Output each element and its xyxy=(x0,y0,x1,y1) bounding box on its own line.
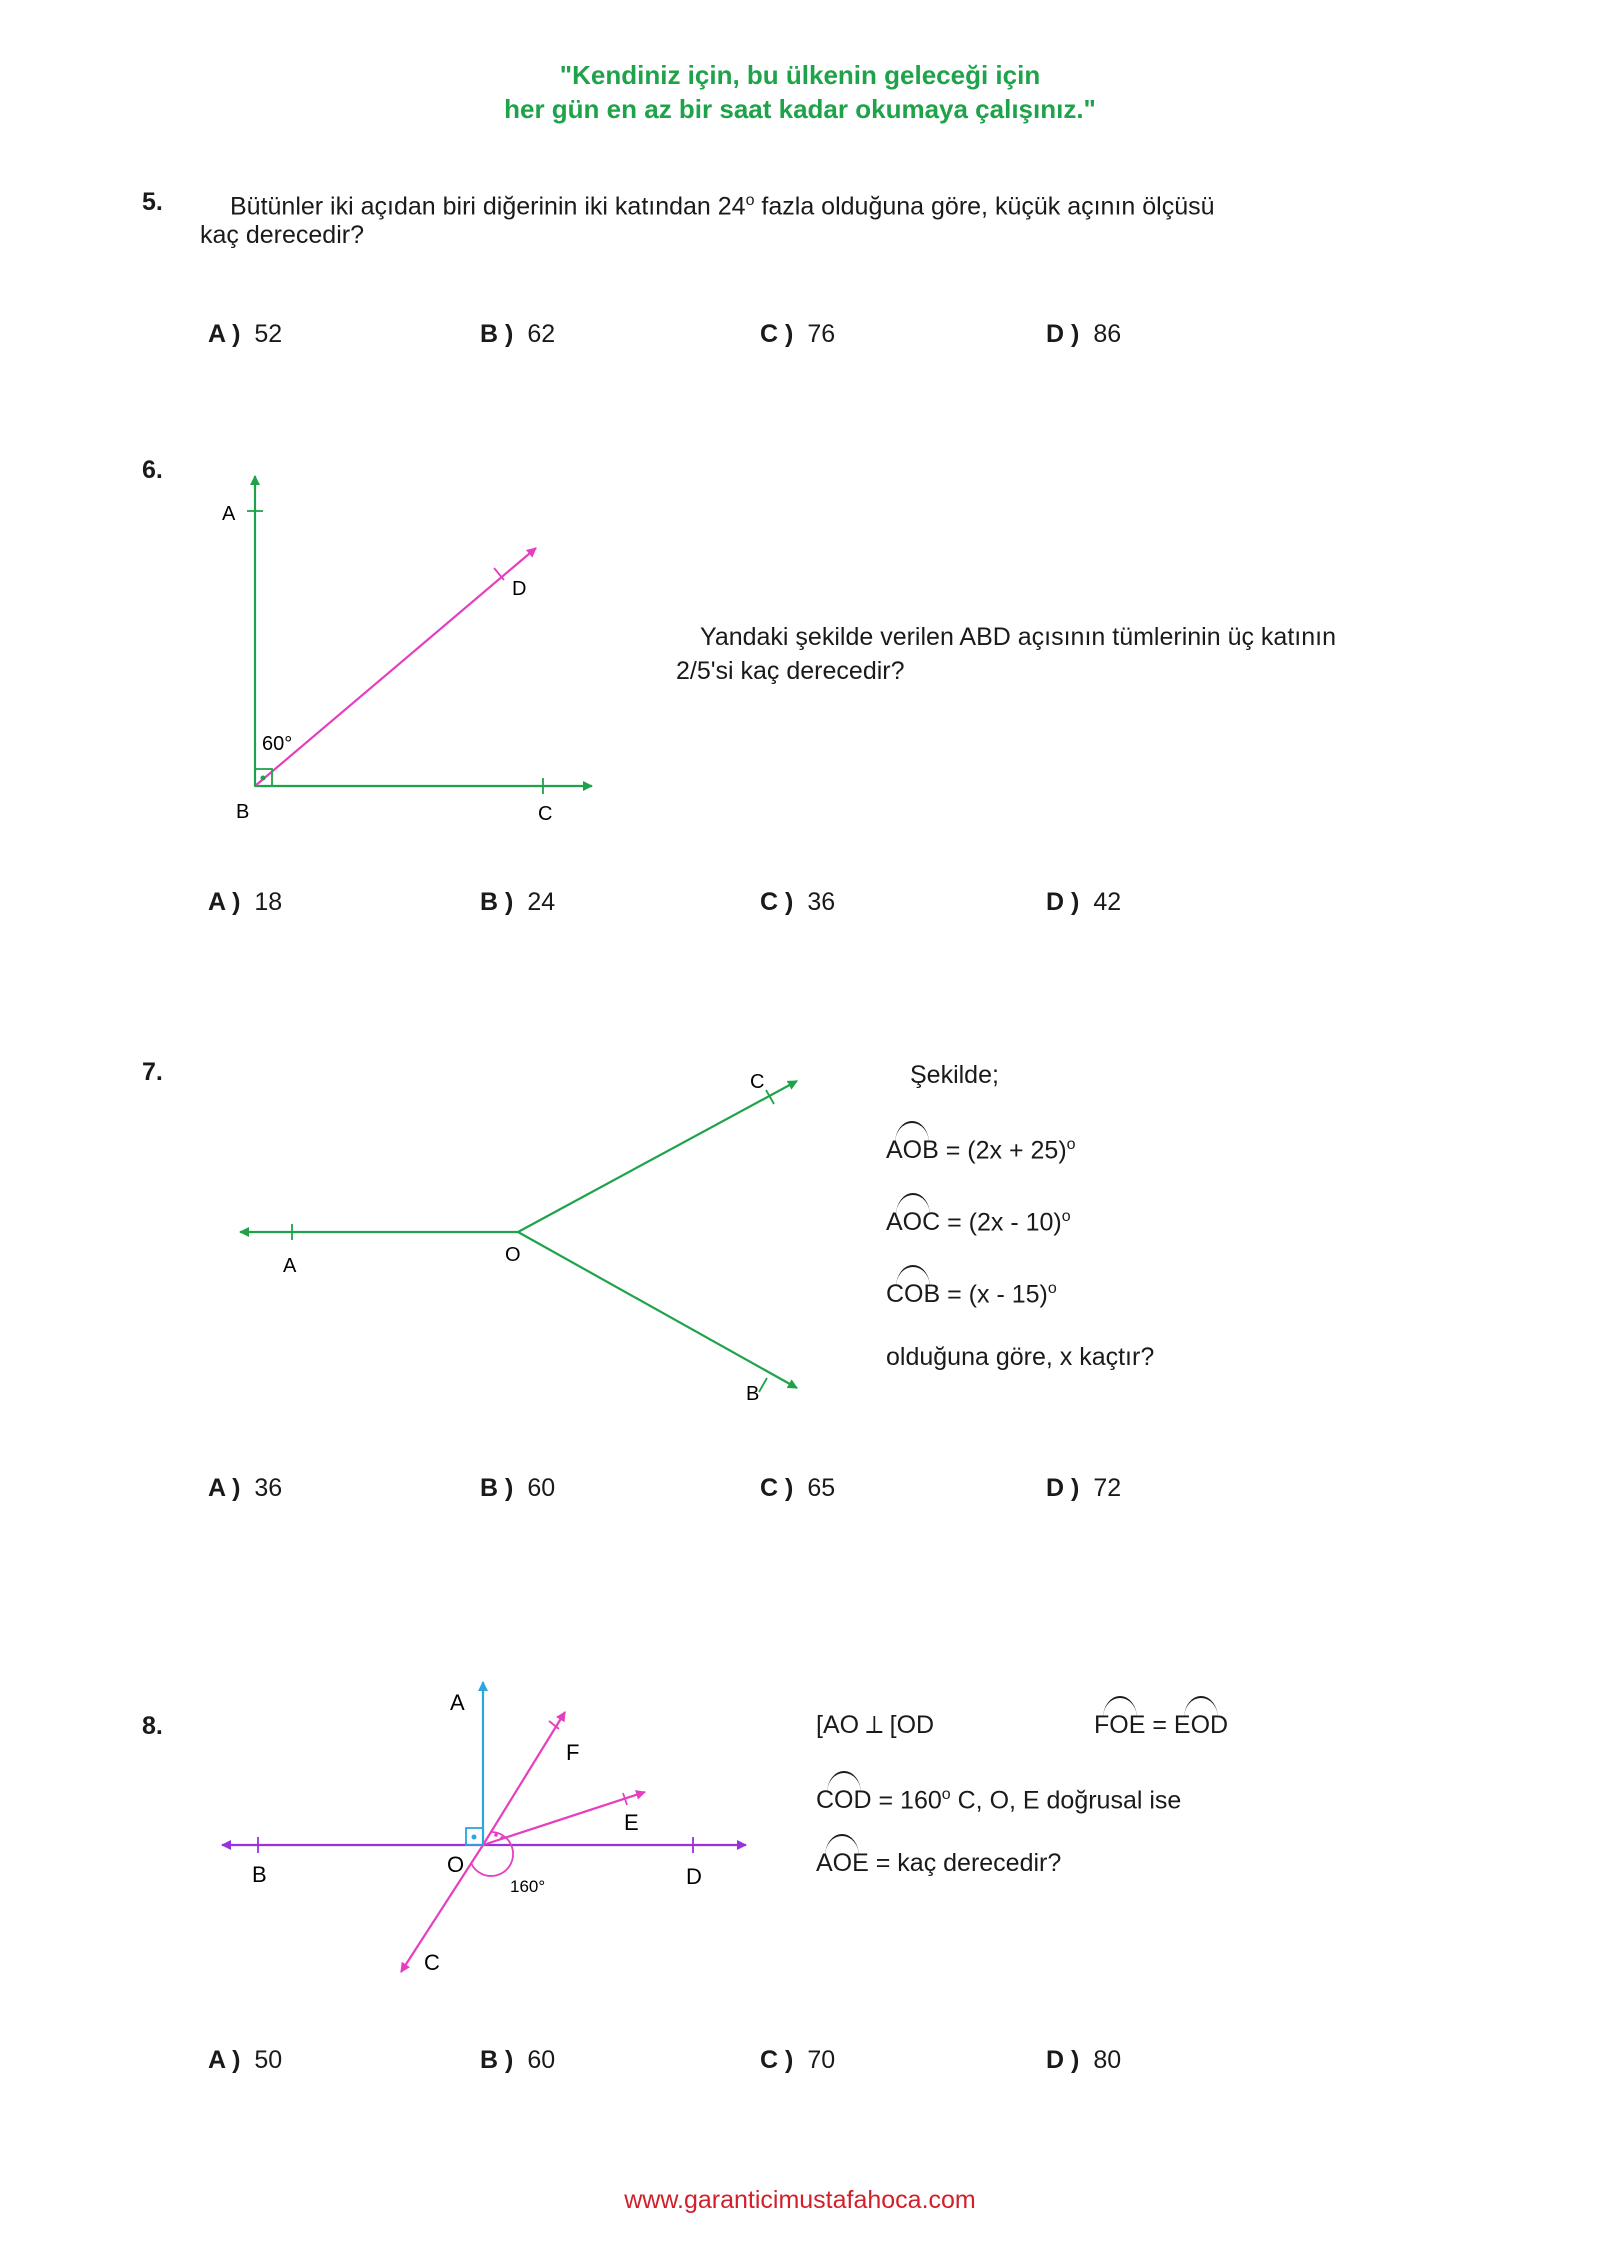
label-c: C xyxy=(538,803,553,825)
question-5-degree: o xyxy=(745,192,755,209)
ray-oe xyxy=(483,1792,645,1845)
question-7-number: 7. xyxy=(142,1058,163,1086)
question-7-option-d[interactable]: D ) 72 xyxy=(1046,1474,1122,1502)
label-b: B xyxy=(746,1383,760,1405)
ray-ob xyxy=(518,1232,797,1388)
label-e: E xyxy=(624,1810,639,1835)
question-7-option-a[interactable]: A ) 36 xyxy=(208,1474,283,1502)
question-7-question: olduğuna göre, x kaçtır? xyxy=(886,1343,1155,1371)
question-8-number: 8. xyxy=(142,1712,163,1740)
question-5-option-c[interactable]: C ) 76 xyxy=(760,320,836,348)
ray-bd xyxy=(255,548,536,786)
label-f: F xyxy=(566,1740,580,1765)
label-a: A xyxy=(283,1255,297,1277)
ray-oc xyxy=(518,1081,797,1232)
question-6-option-b[interactable]: B ) 24 xyxy=(480,888,556,916)
question-7-equation-2: AOC = (2x - 10)$^o$ xyxy=(886,1200,1071,1239)
question-6-text-line-1: Yandaki şekilde verilen ABD açısının tümlerinin üç katının xyxy=(700,623,1336,651)
arc-eod: EOD xyxy=(1174,1708,1228,1742)
ray-of xyxy=(483,1712,565,1845)
label-b: B xyxy=(236,801,250,823)
question-8-option-d[interactable]: D ) 80 xyxy=(1046,2046,1122,2074)
question-7-figure xyxy=(230,1060,810,1410)
label-a: A xyxy=(222,503,236,525)
question-7-option-c[interactable]: C ) 65 xyxy=(760,1474,836,1502)
question-5-text-line-1 xyxy=(230,184,1480,223)
question-5-option-b[interactable]: B ) 62 xyxy=(480,320,556,348)
arc-aob: AOB xyxy=(886,1133,939,1167)
arc-cob: COB xyxy=(886,1277,940,1311)
label-o: O xyxy=(447,1852,465,1877)
question-5-text-line-2: kaç derecedir? xyxy=(200,221,364,249)
motto-line-2: her gün en az bir saat kadar okumaya çalışınız." xyxy=(504,94,1096,124)
question-6-text-line-2: 2/5'si kaç derecedir? xyxy=(676,657,905,685)
question-8-perpendicular: [AO ⟂ [OD xyxy=(816,1711,935,1739)
question-6-figure xyxy=(200,460,620,840)
angle-label: 160° xyxy=(510,1877,546,1896)
label-c: C xyxy=(424,1950,440,1975)
question-6-option-c[interactable]: C ) 36 xyxy=(760,888,836,916)
question-7-equation-1: AOB = $(2x + 25)^o$ xyxy=(886,1128,1076,1167)
question-8-option-c[interactable]: C ) 70 xyxy=(760,2046,836,2074)
label-b: B xyxy=(252,1862,267,1887)
question-8-option-a[interactable]: A ) 50 xyxy=(208,2046,283,2074)
arc-cod: COD xyxy=(816,1783,872,1817)
footer-link[interactable]: www.garanticimustafahoca.com xyxy=(624,2186,976,2214)
question-6-option-a[interactable]: A ) 18 xyxy=(208,888,283,916)
question-5-option-a[interactable]: A ) 52 xyxy=(208,320,283,348)
question-5-number: 5. xyxy=(142,188,163,216)
question-7-intro: Şekilde; xyxy=(910,1061,999,1089)
arc-aoc: AOC xyxy=(886,1205,940,1239)
motto-line-1: "Kendiniz için, bu ülkenin geleceği için xyxy=(559,60,1041,90)
label-o: O xyxy=(505,1244,521,1266)
question-8-cod: COD = $160^o$ C, O, E doğrusal ise xyxy=(816,1778,1181,1817)
question-8-aoe: AOE = kaç derecedir? xyxy=(816,1846,1061,1880)
arc-foe: FOE xyxy=(1094,1708,1145,1742)
label-d: D xyxy=(686,1864,702,1889)
question-8-option-b[interactable]: B ) 60 xyxy=(480,2046,556,2074)
label-a: A xyxy=(450,1690,465,1715)
question-7-option-b[interactable]: B ) 60 xyxy=(480,1474,556,1502)
label-d: D xyxy=(512,578,527,600)
question-8-figure xyxy=(200,1660,780,1990)
question-5-option-d[interactable]: D ) 86 xyxy=(1046,320,1122,348)
question-7-equation-3: COB = (x - 15)$^o$ xyxy=(886,1272,1057,1311)
question-5-text-b: fazla olduğuna göre, küçük açının ölçüsü xyxy=(754,192,1215,221)
question-6-option-d[interactable]: D ) 42 xyxy=(1046,888,1122,916)
question-8-equal-arcs: FOE = EOD xyxy=(1094,1708,1228,1742)
question-6-number: 6. xyxy=(142,456,163,484)
arc-aoe: AOE xyxy=(816,1846,869,1880)
question-5-text-a: Bütünler iki açıdan biri diğerinin iki katından 24 xyxy=(230,192,746,221)
angle-label: 60° xyxy=(262,733,293,755)
label-c: C xyxy=(750,1071,765,1093)
